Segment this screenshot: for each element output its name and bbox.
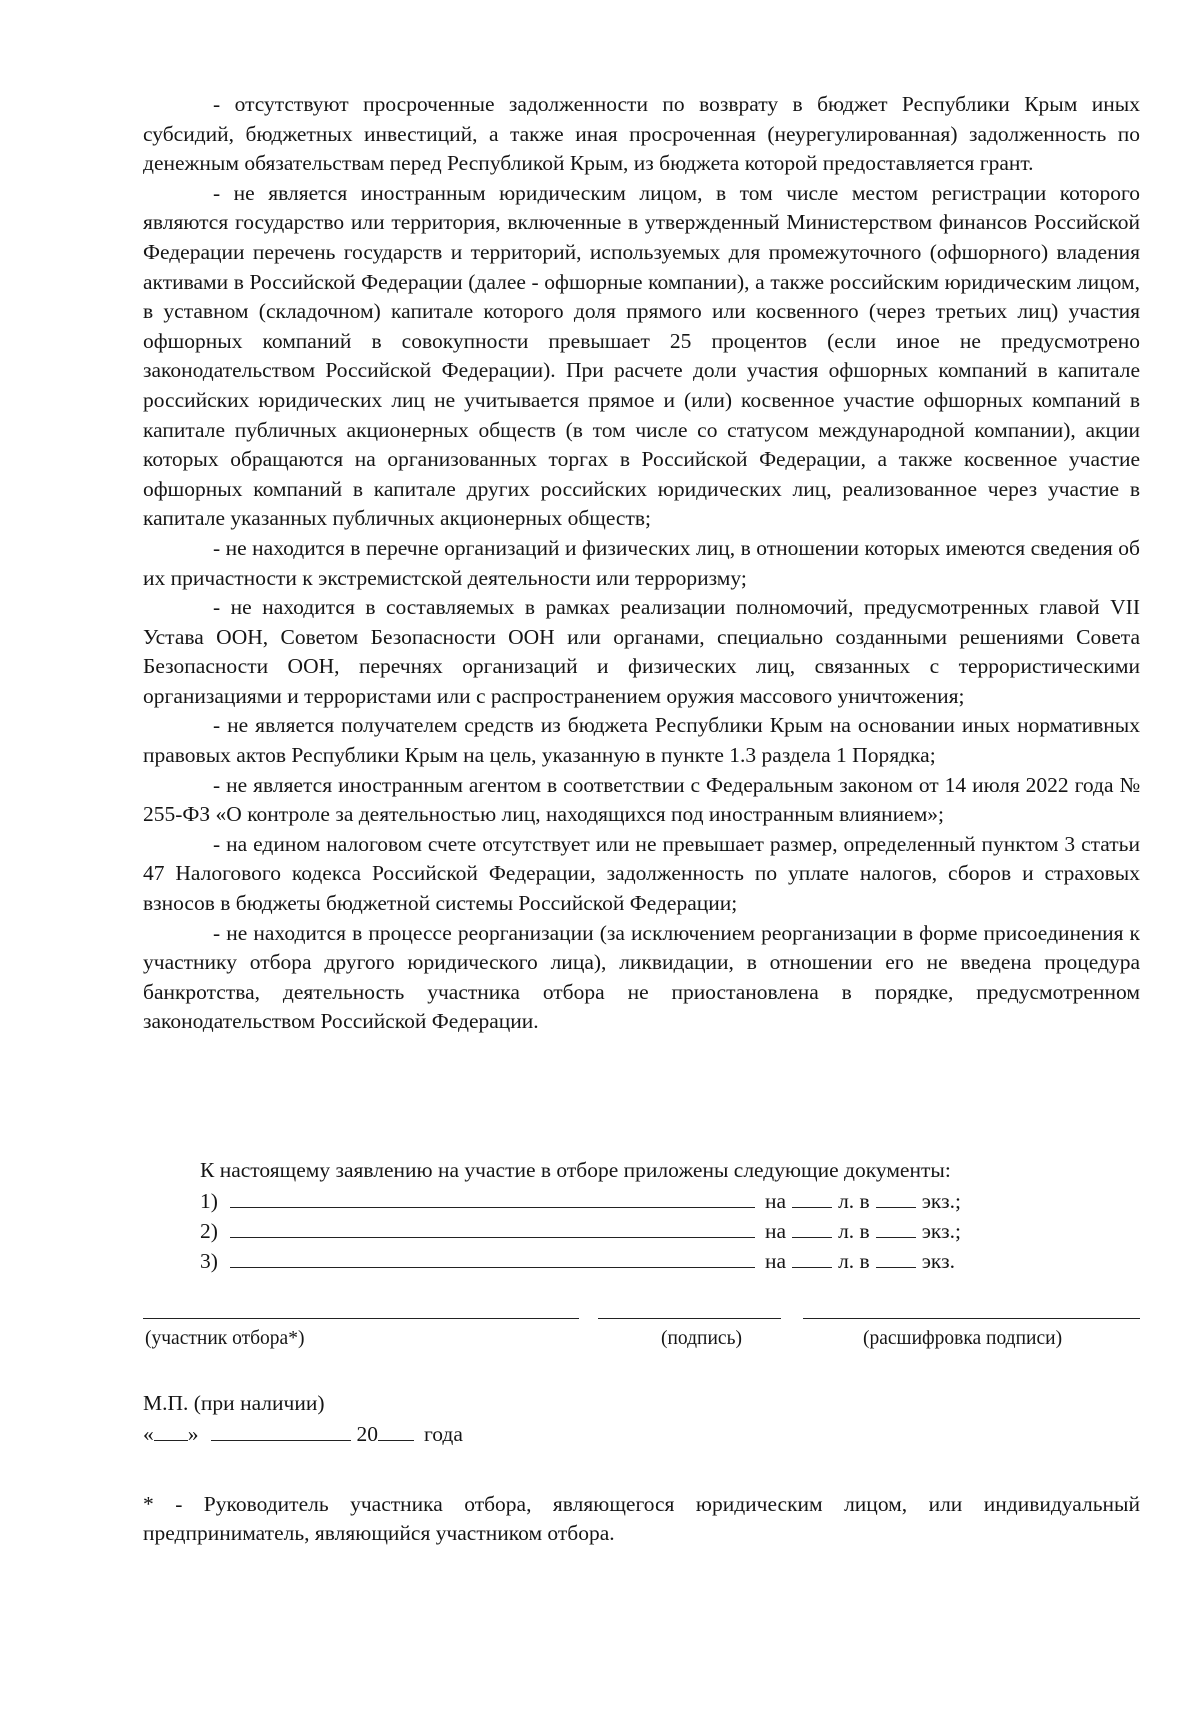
signature-block bbox=[143, 1318, 1140, 1378]
year-suffix: года bbox=[424, 1422, 463, 1446]
paragraph-un-lists: - не находится в составляемых в рамках реализации полномочий, предусмотренных главой VII Устава ООН, Советом Безопасности ООН или органами, специально созданными решениями Совета Безопасности ООН, перечнях организаций и физических лиц, связанных с террористическими организациями и террористами или с распространением оружия массового уничтожения; bbox=[143, 595, 1140, 708]
paragraph-budget-recipient: - не является получателем средств из бюджета Республики Крым на основании иных нормативных правовых актов Республики Крым на цель, указанную в пункте 1.3 раздела 1 Порядка; bbox=[143, 713, 1140, 768]
paragraph-reorganization: - не находится в процессе реорганизации (за исключением реорганизации в форме присоединения к участнику отбора другого юридического лица), ликвидации, в отношении его не введена процедура банкротства, деятельность участника отбора не приостановлена в порядке, предусмотренном законодательством Российской Федерации. bbox=[143, 920, 1140, 1034]
attachment-copies-field[interactable] bbox=[876, 1219, 916, 1238]
footnote: * - Руководитель участника отбора, являющегося юридическим лицом, или индивидуальный предприниматель, являющийся участником отбора. bbox=[143, 1491, 1140, 1546]
attachment-pages-label: л. в bbox=[838, 1189, 870, 1213]
attachment-name-field[interactable] bbox=[230, 1189, 755, 1208]
attachment-row bbox=[200, 1187, 1100, 1217]
signature-label: (подпись) bbox=[661, 1328, 742, 1349]
attachments-intro: К настоящему заявлению на участие в отборе приложены следующие документы: bbox=[200, 1158, 951, 1182]
body-text bbox=[143, 90, 1140, 1037]
attachment-copies-label: экз.; bbox=[921, 1219, 961, 1243]
attachment-name-field[interactable] bbox=[230, 1219, 755, 1238]
date-year-field[interactable] bbox=[378, 1422, 414, 1441]
paragraph-extremism: - не находится в перечне организаций и физических лиц, в отношении которых имеются сведения об их причастности к экстремистской деятельности или терроризму; bbox=[143, 535, 1140, 590]
attachment-copies-label: экз. bbox=[921, 1249, 955, 1273]
signature-line[interactable] bbox=[598, 1318, 781, 1319]
attachment-number: 1) bbox=[200, 1189, 218, 1213]
attachment-na-label: на bbox=[765, 1219, 787, 1243]
signature-decode-label: (расшифровка подписи) bbox=[863, 1328, 1063, 1349]
attachment-row bbox=[200, 1217, 1100, 1247]
date-month-field[interactable] bbox=[211, 1422, 351, 1441]
attachment-copies-field[interactable] bbox=[876, 1249, 916, 1268]
attachment-pages-label: л. в bbox=[838, 1219, 870, 1243]
attachment-name-field[interactable] bbox=[230, 1249, 755, 1268]
paragraph-offshore: - не является иностранным юридическим лицом, в том числе местом регистрации которого являются государство или территория, включенные в утвержденный Министерством финансов Российской Федерации перечень государств и территорий, используемых для промежуточного (офшорного) владения активами в Российской Федерации (далее - офшорные компании), а также российским юридическим лицом, в уставном (складочном) капитале которого доля прямого или косвенного (через третьих лиц) участия офшорных компаний в совокупности превышает 25 процентов (если иное не предусмотрено законодательством Российской Федерации). При расчете доли участия офшорных компаний в капитале российских юридических лиц не учитывается прямое и (или) косвенное участие офшорных компаний в капитале публичных акционерных обществ (в том числе со статусом международной компании), акции которых обращаются на организованных торгах в Российской Федерации, а также косвенное участие офшорных компаний в капитале других российских юридических лиц, реализованное через участие в капитале указанных публичных акционерных обществ; bbox=[143, 180, 1140, 531]
attachment-number: 3) bbox=[200, 1249, 218, 1273]
attachment-pages-label: л. в bbox=[838, 1249, 870, 1273]
attachment-na-label: на bbox=[765, 1189, 787, 1213]
attachment-pages-field[interactable] bbox=[792, 1249, 832, 1268]
paragraph-debt: - отсутствуют просроченные задолженности по возврату в бюджет Республики Крым иных субсидий, бюджетных инвестиций, а также иная просроченная (неурегулированная) задолженность по денежным обязательствам перед Республикой Крым, из бюджета которой предоставляется грант. bbox=[143, 92, 1140, 176]
attachment-pages-field[interactable] bbox=[792, 1219, 832, 1238]
participant-label: (участник отбора*) bbox=[145, 1328, 305, 1349]
stamp-label: М.П. (при наличии) bbox=[143, 1391, 325, 1415]
attachment-copies-label: экз.; bbox=[921, 1189, 961, 1213]
attachments-section bbox=[200, 1156, 1100, 1277]
stamp-date-block bbox=[143, 1388, 463, 1450]
attachment-pages-field[interactable] bbox=[792, 1189, 832, 1208]
participant-signature-line[interactable] bbox=[143, 1318, 579, 1319]
attachment-row bbox=[200, 1247, 1100, 1277]
quote-close: » bbox=[187, 1422, 199, 1446]
date-day-field[interactable] bbox=[154, 1422, 188, 1441]
attachment-na-label: на bbox=[765, 1249, 787, 1273]
attachment-number: 2) bbox=[200, 1219, 218, 1243]
paragraph-foreign-agent: - не является иностранным агентом в соответствии с Федеральным законом от 14 июля 2022 года № 255-ФЗ «О контроле за деятельностью лиц, находящихся под иностранным влиянием»; bbox=[143, 772, 1140, 827]
attachment-copies-field[interactable] bbox=[876, 1189, 916, 1208]
date-row bbox=[143, 1419, 463, 1450]
signature-decode-line[interactable] bbox=[803, 1318, 1140, 1319]
paragraph-tax-debt: - на едином налоговом счете отсутствует или не превышает размер, определенный пунктом 3 статьи 47 Налогового кодекса Российской Федерации, задолженность по уплате налогов, сборов и страховых взносов в бюджеты бюджетной системы Российской Федерации; bbox=[143, 831, 1140, 916]
quote-open: « bbox=[143, 1422, 154, 1446]
year-prefix: 20 bbox=[356, 1422, 378, 1446]
